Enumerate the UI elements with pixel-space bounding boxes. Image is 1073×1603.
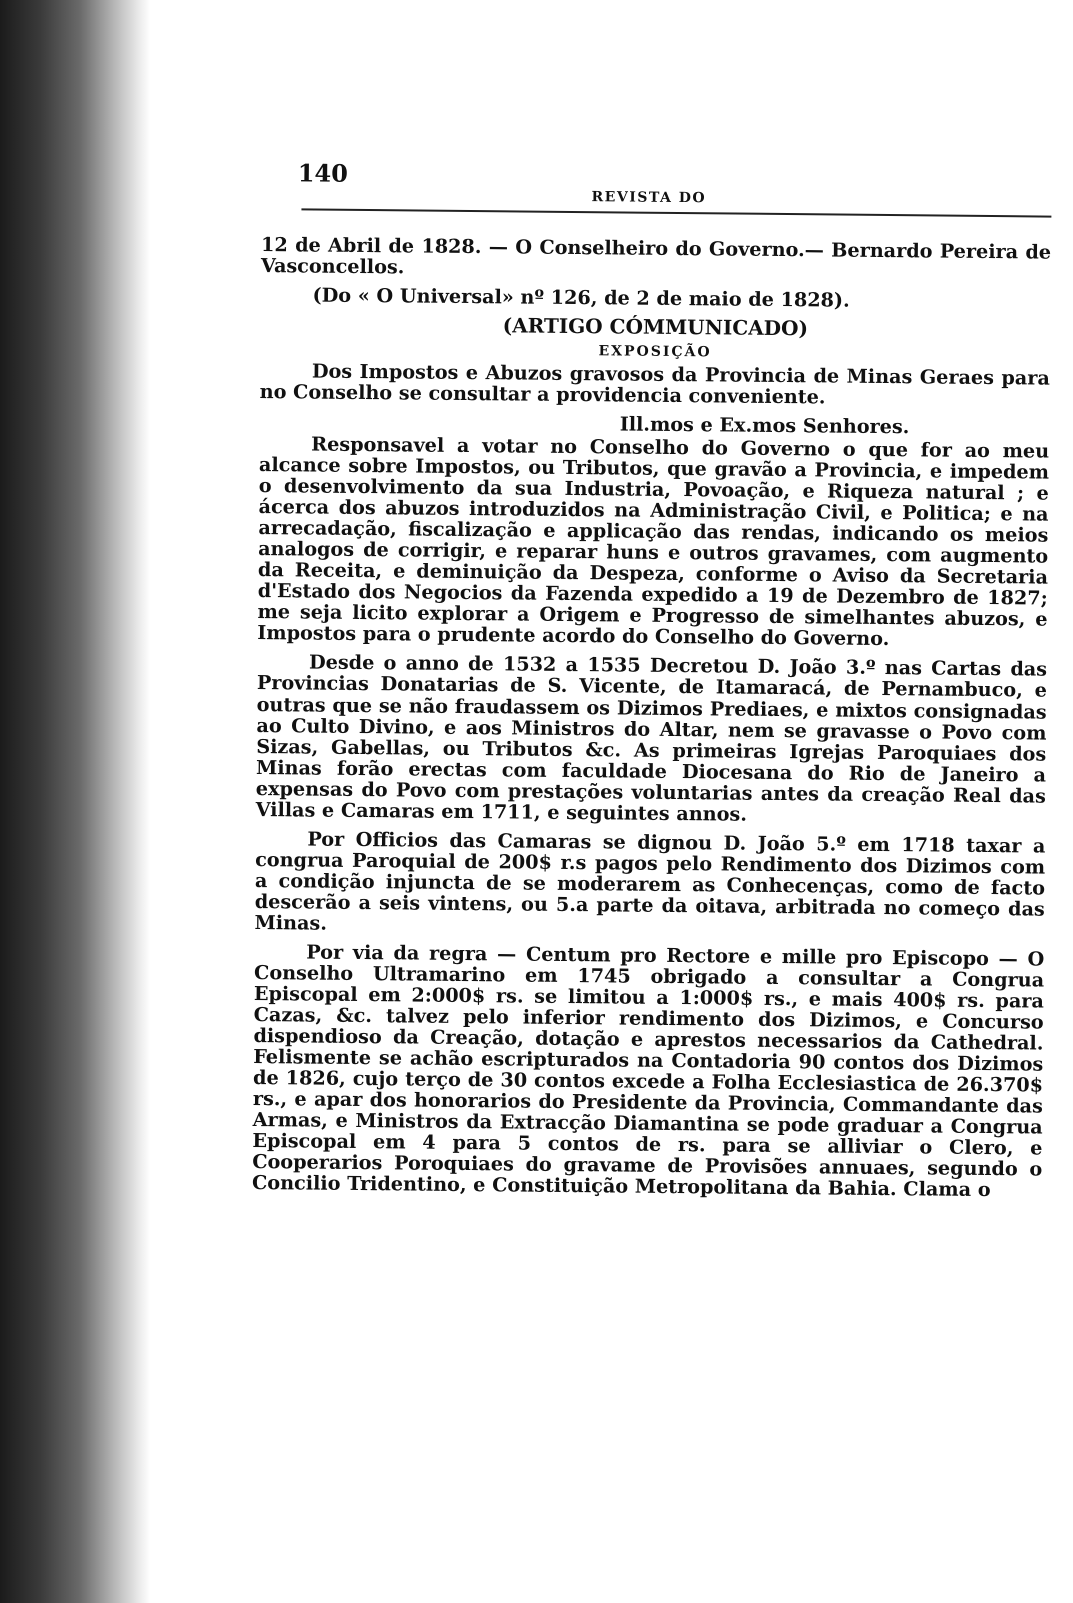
header-rule (301, 208, 1051, 217)
paragraph-date-signature: 12 de Abril de 1828. — O Conselheiro do Governo.— Bernardo Pereira de Vasconcellos. (260, 232, 1052, 279)
page-header (262, 150, 1052, 210)
body-text (252, 234, 1051, 1200)
section-heading: (ARTIGO CÓMMUNICADO) (502, 313, 809, 341)
paragraph-body: Responsavel a votar no Conselho do Governo o que for ao meu alcance sobre Impostos, ou Tributos, que gravão a Provincia, e impedem o desenvolvimento da sua Industria, Povoação, e Riqueza natural ; e ácerca dos abuzos introduzidos na Administração Civil, e Politica; e na arrecadação, fiscalização e applicação das rendas, indicando os meios analogos de corrigir, e reparar huns e outros gravames, com augmento da Receita, e deminuição da Despeza, conforme o Aviso da Secretaria d'Estado dos Negocios da Fazenda expedido a 19 de Dezembro de 1827; me seja licito explorar a Origem e Progresso de simelhantes abuzos, e Impostos para o prudente acordo do Conselho do Governo. (257, 432, 1050, 651)
paragraph-body: Por via da regra — Centum pro Rectore e mille pro Episcopo — O Conselho Ultramarino em 1745 obrigado a consultar a Congrua Episcopal em 2:000$ rs. se limitou a 1:000$ rs., e mais 400$ rs. para Cazas, &c. talvez pelo inferior rendimento dos Dizimos, e Concurso dispendioso da Creação, dotação e aprestos necessarios da Cathedral. Felismente se achão escripturados na Contadoria 90 contos dos Dizimos de 1826, cujo terço de 30 contos excede a Folha Ecclesiastica de 26.370$ rs., e apar dos honorarios do Presidente da Provincia, Commandante das Armas, e Ministros da Extracção Diamantina se pode graduar a Congrua Episcopal em 4 para 5 contos de rs. para se alliviar o Clero, e Cooperarios Poroquiaes do gravame de Provisões annuaes, segundo o Concilio Tridentino, e Constituição Metropolitana da Bahia. Clama o (251, 940, 1045, 1201)
paragraph-source: (Do « O Universal» nº 126, de 2 de maio de 1828). (312, 283, 850, 312)
salutation: Ill.mos e Ex.mos Senhores. (619, 412, 910, 439)
book-binding-shadow (0, 0, 150, 1603)
running-head: REVISTA DO (591, 189, 707, 207)
paragraph-body: Desde o anno de 1532 a 1535 Decretou D. João 3.º nas Cartas das Provincias Donatarias de S. Vicente, de Itamaracá, de Pernambuco, e outras que se não fraudassem os Dizimos Prediaes, e mixtos consignadas ao Culto Divino, e aos Ministros do Altar, nem se gravasse o Povo com Sizas, Gabellas, ou Tributos &c. As primeiras Igrejas Paroquiaes dos Minas forão erectas com faculdade Diocesana do Rio de Janeiro a expensas do Povo com prestações voluntarias antes da creação Real das Villas e Camaras em 1711, e seguintes annos. (255, 650, 1048, 826)
paragraph-title: Dos Impostos e Abuzos gravosos da Provincia de Minas Geraes para no Conselho se consultar a providencia conveniente. (259, 359, 1050, 409)
section-subheading: EXPOSIÇÃO (598, 343, 712, 361)
page (252, 150, 1052, 1208)
paragraph-body: Por Officios das Camaras se dignou D. João 5.º em 1718 taxar a congrua Paroquial de 200$ r.s pagos pelo Rendimento dos Dizimos com a condição injuncta de se moderarem as Conhecenças, como de facto descerão a seis vintens, ou 5.a parte da oitava, arbitrada no começo das Minas. (254, 827, 1046, 935)
page-number: 140 (297, 158, 349, 188)
